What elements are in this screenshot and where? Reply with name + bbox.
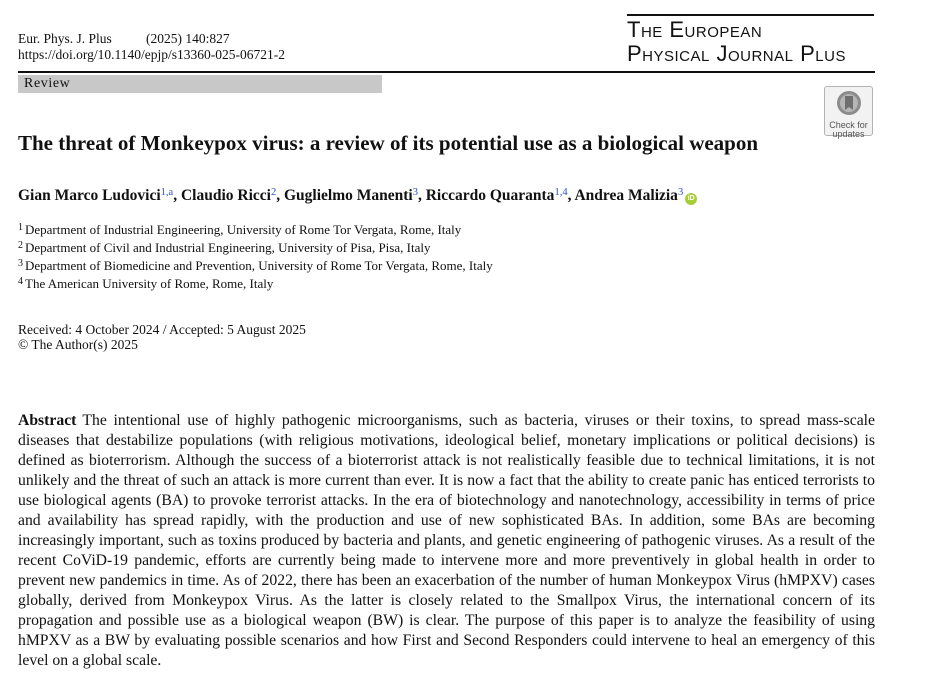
author-list: Gian Marco Ludovici$^{1,a}$, Claudio Ricci$^2$, Guglielmo Manenti$^3$, Riccardo Quaranta$^{1,4}$, Andrea Malizia$^3$iD [18, 183, 697, 206]
affiliation-item [18, 238, 493, 256]
volume-article: (2025) 140:827 [146, 31, 230, 46]
journal-logo [627, 14, 874, 70]
affiliation-number: 2 [18, 240, 23, 251]
affiliation-item [18, 256, 493, 274]
author-name[interactable]: Andrea Malizia [574, 187, 678, 204]
author-name[interactable]: Gian Marco Ludovici [18, 187, 161, 204]
doi-link[interactable]: https://doi.org/10.1140/epjp/s13360-025-06721-2 [18, 47, 285, 62]
affiliation-number: 4 [18, 276, 23, 287]
author-affiliation-ref[interactable]: 3 [677, 187, 684, 198]
author-affiliation-ref[interactable]: 2 [270, 187, 277, 198]
journal-abbrev: Eur. Phys. J. Plus [18, 31, 112, 46]
author-affiliation-ref[interactable]: 1,4 [554, 187, 568, 198]
author-affiliation-ref[interactable]: 3 [412, 187, 418, 198]
received-accepted-dates: Received: 4 October 2024 / Accepted: 5 August 2025 [18, 322, 306, 337]
orcid-icon[interactable]: iD [685, 193, 697, 205]
abstract-heading: Abstract [18, 412, 77, 429]
affiliation-item [18, 220, 493, 238]
check-for-updates-icon [825, 90, 872, 121]
affiliation-item [18, 274, 493, 292]
author-affiliation-ref[interactable]: 1,a [160, 187, 174, 198]
citation-line [18, 31, 285, 47]
article-title: The threat of Monkeypox virus: a review of its potential use as a biological weapon [18, 131, 759, 155]
check-for-updates-line1: Check for [829, 120, 868, 130]
affiliation-text: The American University of Rome, Rome, Italy [25, 276, 274, 291]
affiliation-number: 3 [18, 258, 23, 269]
header-rule [18, 71, 875, 73]
affiliation-number: 1 [18, 222, 23, 233]
author-name[interactable]: Guglielmo Manenti [283, 187, 413, 204]
author-name[interactable]: Riccardo Quaranta [425, 187, 555, 204]
check-for-updates-button[interactable] [824, 86, 873, 139]
citation-block [18, 31, 285, 63]
article-type-bar: Review [18, 75, 382, 93]
abstract [18, 411, 875, 671]
copyright-notice: © The Author(s) 2025 [18, 337, 138, 352]
affiliation-text: Department of Industrial Engineering, University of Rome Tor Vergata, Rome, Italy [25, 222, 462, 237]
affiliation-text: Department of Civil and Industrial Engineering, University of Pisa, Pisa, Italy [25, 240, 431, 255]
affiliation-list [18, 220, 493, 292]
publication-dates [18, 322, 306, 352]
abstract-text: The intentional use of highly pathogenic microorganisms, such as bacteria, viruses or their toxins, to spread mass-scale diseases that destabilize populations (with religious motivations, ideological belief, monetary implications or political decisions) is defined as bioterrorism. Although the success of a bioterrorist attack is not realistically feasible due to technical limitations, it is not unlikely and the threat of such an attack is more current than ever. It is now a fact that the ability to create panic has enticed terrorists to use biological agents (BA) to provoke terrorist attacks. In the era of biotechnology and nanotechnology, accessibility in terms of price and availability has spread rapidly, with the production and use of new sophisticated BAs. In addition, some BAs are becoming increasingly important, such as toxins produced by bacteria and plants, and genetic engineering of pathogenic viruses. As a result of the recent CoViD-19 pandemic, efforts are currently being made to intervene more and more preventively in global health in order to prevent new pandemics in time. As of 2022, there has been an exacerbation of the number of human Monkeypox Virus (hMPXV) cases globally, derived from Monkeypox Virus. As the latter is closely related to the Smallpox Virus, the international concern of its propagation and possible use as a biological weapon (BW) is clear. The purpose of this paper is to analyze the feasibility of using hMPXV as a BW by evaluating possible scenarios and how First and Second Responders could intervene to heal an emergency of this level on a global scale. [18, 412, 875, 669]
check-for-updates-line2: updates [832, 129, 865, 139]
author-name[interactable]: Claudio Ricci [180, 187, 271, 204]
affiliation-text: Department of Biomedicine and Prevention, University of Rome Tor Vergata, Rome, Italy [25, 258, 493, 273]
logo-line-2: Physical Journal Plus [627, 41, 846, 66]
logo-line-1: The European [627, 17, 763, 42]
